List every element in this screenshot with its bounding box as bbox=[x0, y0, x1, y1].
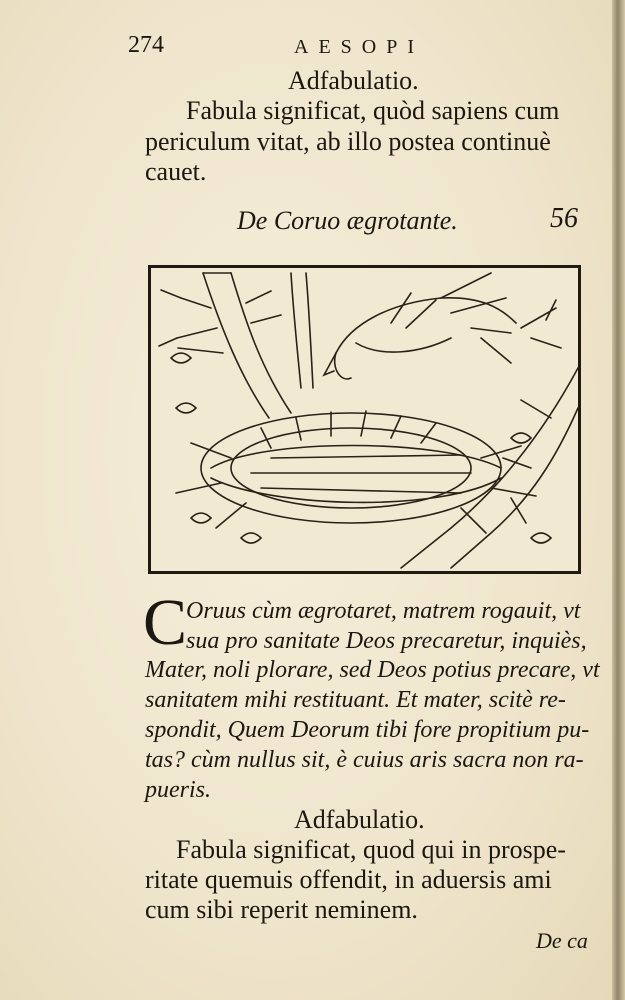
fable-line: sanitatem mihi restituant. Et mater, scitè re- bbox=[145, 687, 566, 713]
fable-line: Mater, noli plorare, sed Deos potius precare, vt bbox=[145, 657, 600, 683]
catchword: De ca bbox=[536, 928, 588, 953]
fable-line: spondit, Quem Deorum tibi fore propitium pu- bbox=[145, 717, 590, 743]
crow-nest-woodcut bbox=[151, 268, 578, 571]
moral-line: Fabula significat, quod qui in prospe- bbox=[176, 835, 566, 864]
fable-line: sua pro sanitate Deos precaretur, inquiès, bbox=[186, 628, 587, 654]
fable-number: 56 bbox=[550, 203, 578, 234]
page-number: 274 bbox=[128, 32, 164, 58]
moral-line: Fabula significat, quòd sapiens cum bbox=[186, 96, 560, 125]
fable-line: Oruus cùm ægrotaret, matrem rogauit, vt bbox=[186, 598, 581, 624]
moral-heading: Adfabulatio. bbox=[294, 805, 425, 834]
running-head: AESOPI bbox=[294, 36, 425, 58]
moral-line: periculum vitat, ab illo postea continuè bbox=[145, 127, 551, 156]
woodcut-illustration bbox=[148, 265, 581, 574]
drop-cap: C bbox=[143, 586, 188, 659]
moral-heading: Adfabulatio. bbox=[288, 66, 419, 95]
moral-line: cauet. bbox=[145, 157, 207, 186]
page-edge bbox=[612, 0, 625, 1000]
fable-title: De Coruo ægrotante. bbox=[237, 206, 458, 235]
fable-line: tas? cùm nullus sit, è cuius aris sacra non ra- bbox=[145, 747, 584, 773]
fable-line: pueris. bbox=[145, 777, 211, 803]
moral-line: cum sibi reperit neminem. bbox=[145, 895, 418, 924]
moral-line: ritate quemuis offendit, in aduersis ami bbox=[145, 865, 552, 894]
